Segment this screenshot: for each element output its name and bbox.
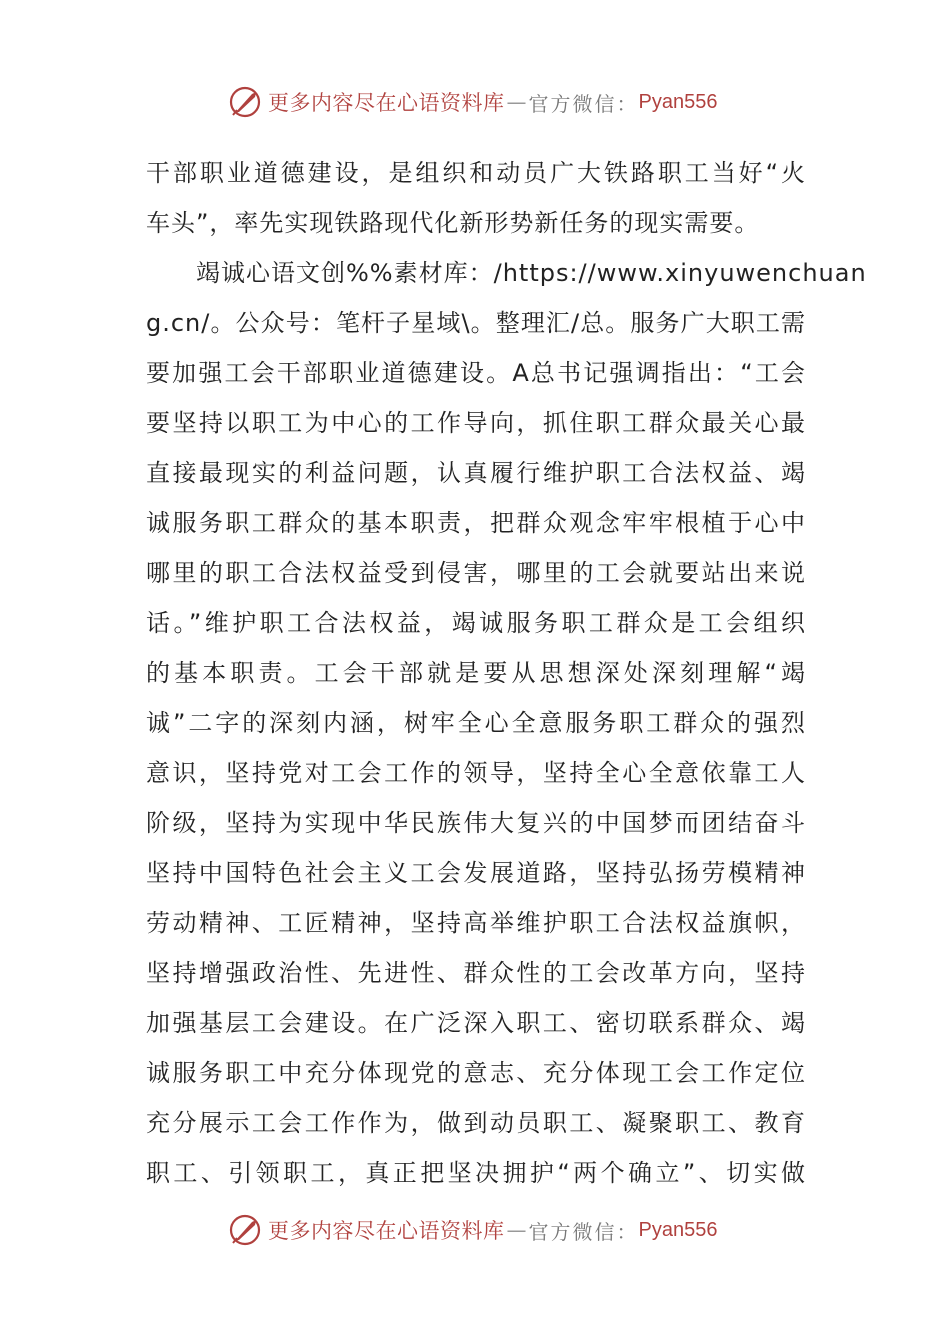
- text-line: 直接最现实的利益问题，认真履行维护职工合法权益、竭: [146, 459, 806, 487]
- text-line: 话。”维护职工合法权益，竭诚服务职工群众是工会组织: [146, 609, 806, 637]
- text-line: 诚服务职工群众的基本职责，把群众观念牢牢根植于心中: [146, 509, 806, 537]
- text-line: 干部职业道德建设，是组织和动员广大铁路职工当好“火: [146, 159, 806, 187]
- banner-separator: —: [506, 90, 527, 114]
- quill-pen-logo-icon: [228, 85, 262, 119]
- banner-separator: —: [506, 1218, 527, 1242]
- wechat-id: Pyan556: [638, 1218, 718, 1241]
- footer-banner: [228, 1210, 748, 1250]
- brand-text: 更多内容尽在心语资料库: [268, 1219, 505, 1243]
- text-line: 坚持中国特色社会主义工会发展道路，坚持弘扬劳模精神: [146, 859, 806, 887]
- text-line: 诚服务职工中充分体现党的意志、充分体现工会工作定位: [146, 1059, 806, 1087]
- text-line: 竭诚心语文创%%素材库：/https://www.xinyuwenchuan: [196, 259, 867, 287]
- text-line: 坚持增强政治性、先进性、群众性的工会改革方向，坚持: [146, 959, 806, 987]
- text-line: 职工、引领职工，真正把坚决拥护“两个确立”、切实做: [146, 1159, 806, 1187]
- text-line: 阶级，坚持为实现中华民族伟大复兴的中国梦而团结奋斗: [146, 809, 806, 837]
- brand-text: 更多内容尽在心语资料库: [268, 91, 505, 115]
- text-line: 车头”，率先实现铁路现代化新形势新任务的现实需要。: [146, 209, 760, 237]
- quill-pen-logo-icon: [228, 1213, 262, 1247]
- official-wechat-label: 官方微信：: [528, 1219, 639, 1244]
- text-line: 哪里的职工合法权益受到侵害，哪里的工会就要站出来说: [146, 559, 806, 587]
- text-line: 加强基层工会建设。在广泛深入职工、密切联系群众、竭: [146, 1009, 806, 1037]
- document-body: [146, 148, 867, 1198]
- text-line: 诚”二字的深刻内涵，树牢全心全意服务职工群众的强烈: [146, 709, 806, 737]
- text-line: 的基本职责。工会干部就是要从思想深处深刻理解“竭: [146, 659, 806, 687]
- text-line: g.cn/。公众号：笔杆子星域\。整理汇/总。服务广大职工需: [146, 309, 806, 337]
- header-banner: [228, 82, 748, 122]
- text-line: 充分展示工会工作作为，做到动员职工、凝聚职工、教育: [146, 1109, 806, 1137]
- text-line: 要加强工会干部职业道德建设。A总书记强调指出：“工会: [146, 359, 806, 387]
- text-line: 意识，坚持党对工会工作的领导，坚持全心全意依靠工人: [146, 759, 806, 787]
- wechat-id: Pyan556: [638, 90, 718, 113]
- text-line: 要坚持以职工为中心的工作导向，抓住职工群众最关心最: [146, 409, 806, 437]
- official-wechat-label: 官方微信：: [528, 91, 639, 116]
- text-line: 劳动精神、工匠精神，坚持高举维护职工合法权益旗帜，: [146, 909, 806, 937]
